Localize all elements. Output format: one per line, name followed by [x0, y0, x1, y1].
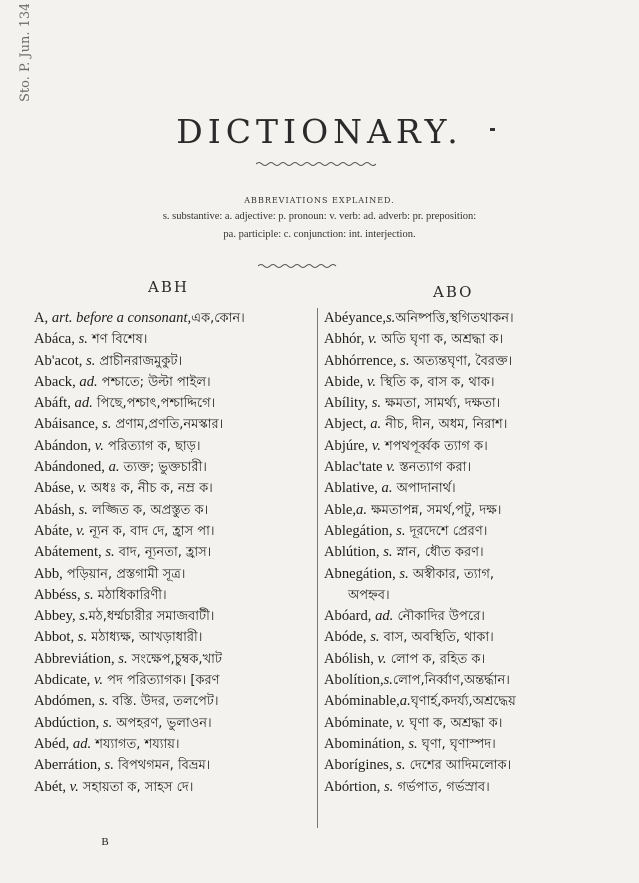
part-of-speech: s.: [82, 352, 96, 369]
part-of-speech: v.: [91, 437, 104, 454]
dictionary-entry: [34, 755, 316, 776]
bengali-definition: পশ্চাতে; উল্টা পাইল।: [97, 374, 211, 390]
dictionary-entry: [324, 457, 624, 478]
headword: Abominátion,: [324, 735, 405, 752]
headword: Abb,: [34, 565, 63, 582]
part-of-speech: s.: [380, 778, 394, 795]
headword: Abóminable,: [324, 693, 400, 710]
left-column-heading: ABH: [148, 278, 189, 296]
headword: Abáte,: [34, 522, 73, 539]
headword: Abbey,: [34, 608, 76, 625]
handwritten-margin-note: [6, 4, 42, 114]
headword: Abóde,: [324, 629, 367, 646]
stray-mark: [490, 128, 495, 131]
bengali-definition: অস্বীকার, ত্যাগ,: [408, 566, 494, 582]
headword: Abét,: [34, 778, 67, 795]
part-of-speech: s.: [95, 693, 109, 710]
bengali-definition: বস্তি. উদর, তলপেট।: [108, 694, 219, 710]
dictionary-entry: [34, 585, 316, 606]
part-of-speech: a.: [399, 693, 411, 710]
dictionary-entry: [324, 691, 624, 712]
bengali-definition: ঘৃণার্হ,কদর্য্য,অশ্রদ্ধেয়: [410, 694, 516, 710]
headword: Abándon,: [34, 437, 92, 454]
bengali-definition: লোপ ক, রহিত ক।: [386, 651, 486, 667]
dictionary-entry: [324, 500, 624, 521]
bengali-definition: অনিষ্পত্তি,স্থগিতথাকন।: [395, 311, 514, 326]
right-column-heading: ABO: [433, 283, 474, 301]
dictionary-entry: [34, 414, 316, 435]
bengali-definition: শপথপূর্ব্বক ত্যাগ ক।: [380, 438, 488, 454]
bengali-definition: অপহরণ, ভুলাওন।: [112, 715, 212, 731]
bengali-definition: অতি ঘৃণা ক, অশ্রদ্ধা ক।: [377, 332, 504, 348]
bengali-definition: ক্ষমতাপন্ন, সমর্থ,পটু, দক্ষ।: [366, 502, 502, 518]
headword: Abéd,: [34, 735, 70, 752]
part-of-speech: a.: [377, 480, 393, 497]
part-of-speech: v.: [90, 672, 104, 689]
headword: Aborígines,: [324, 757, 393, 774]
bengali-definition: নীচ, দীন, অধম, নিরাশ।: [381, 417, 508, 433]
bengali-definition: ঘৃণা, ঘৃণাস্পদ।: [417, 736, 496, 752]
part-of-speech: s.: [75, 608, 89, 625]
dictionary-entry: [34, 649, 316, 670]
headword: Abándoned,: [34, 459, 105, 476]
part-of-speech: s.: [99, 714, 113, 731]
dictionary-entry: [34, 308, 316, 329]
bengali-definition: বিপথগমন, বিভ্রম।: [113, 758, 211, 774]
dictionary-entry: [34, 564, 316, 585]
headword: Abórtion,: [324, 778, 381, 795]
dictionary-entry: [34, 457, 316, 478]
headword: Aberrátion,: [34, 757, 101, 774]
dictionary-entry: [324, 329, 624, 350]
dictionary-entry: [34, 500, 316, 521]
part-of-speech: s.: [74, 629, 88, 646]
dictionary-entry: [34, 777, 316, 798]
headword: Able,: [324, 501, 357, 518]
headword: Abject,: [324, 416, 367, 433]
dictionary-entry: [324, 521, 624, 542]
part-of-speech: art. before a consonant,: [48, 310, 192, 326]
abbreviations-heading: ABBREVIATIONS EXPLAINED.: [244, 196, 395, 205]
headword: Ablative,: [324, 480, 378, 497]
bengali-definition: স্তনত্যাগ করা।: [395, 460, 472, 476]
headword: Abbreviátion,: [34, 650, 115, 667]
part-of-speech: s.: [392, 522, 406, 539]
dictionary-entry: [34, 670, 316, 691]
part-of-speech: v.: [373, 650, 387, 667]
part-of-speech: s.: [114, 650, 128, 667]
signature-mark: B: [101, 836, 109, 848]
part-of-speech: s.: [396, 352, 410, 369]
part-of-speech: ad.: [75, 373, 98, 390]
headword: Abóard,: [324, 608, 372, 625]
part-of-speech: s.: [386, 310, 396, 326]
part-of-speech: s.: [383, 672, 393, 689]
headword: Abáse,: [34, 480, 75, 497]
headword: Ab'acot,: [34, 352, 83, 369]
headword: Abdúction,: [34, 714, 100, 731]
dictionary-entry: [324, 478, 624, 499]
bengali-definition: স্নান, ধৌত করণ।: [392, 545, 484, 561]
bengali-definition: অপহ্নব।: [348, 587, 390, 603]
bengali-definition: নৌকাদির উপরে।: [393, 609, 485, 625]
bengali-definition: শণ বিশেষ।: [87, 332, 148, 348]
margin-note-scribble: [6, 4, 42, 114]
dictionary-entry: [34, 478, 316, 499]
dictionary-entry: [34, 691, 316, 712]
headword: Abátement,: [34, 544, 102, 561]
bengali-definition: পদ পরিত্যাগক। [করণ: [103, 673, 220, 689]
headword: Abáca,: [34, 331, 75, 348]
dictionary-entry: [34, 542, 316, 563]
abbreviations-line-2: pa. participle: c. conjunction: int. interjection.: [223, 229, 416, 240]
part-of-speech: s.: [74, 501, 88, 518]
headword: Abáisance,: [34, 416, 99, 433]
headword: Aback,: [34, 373, 76, 390]
bengali-definition: অধঃ ক, নীচ ক, নম্র ক।: [86, 481, 213, 497]
bengali-definition: পরিত্যাগ ক, ছাড়।: [103, 438, 201, 454]
dictionary-entry: [324, 713, 624, 734]
bengali-definition: পড়িয়ান, প্রস্তগামী সূত্র।: [62, 566, 186, 582]
part-of-speech: s.: [404, 735, 418, 752]
part-of-speech: a.: [366, 416, 382, 433]
headword: Abáft,: [34, 395, 71, 412]
part-of-speech: s.: [392, 757, 406, 774]
part-of-speech: s.: [100, 757, 114, 774]
dictionary-entry: [324, 308, 624, 329]
dictionary-entry: [324, 372, 624, 393]
part-of-speech: s.: [98, 416, 112, 433]
bengali-definition: প্রণাম,প্রণতি,নমস্কার।: [111, 417, 224, 433]
headword: Abhórrence,: [324, 352, 397, 369]
headword: Abóminate,: [324, 714, 393, 731]
bengali-definition: ক্ষমতা, সামর্থ্য, দক্ষতা।: [381, 396, 501, 412]
bengali-definition: বাস, অবস্থিতি, থাকা।: [379, 630, 494, 646]
bengali-definition: অপাদানার্থ।: [392, 481, 456, 497]
headword: Ablegátion,: [324, 522, 393, 539]
dictionary-entry: [324, 627, 624, 648]
headword: Abide,: [324, 373, 364, 390]
page-title: DICTIONARY.: [176, 112, 463, 151]
part-of-speech: s.: [395, 565, 409, 582]
headword: Ablac'tate: [324, 459, 383, 476]
part-of-speech: ad.: [70, 395, 93, 412]
part-of-speech: a.: [104, 459, 120, 476]
bengali-definition: ন্যূন ক, বাদ দে, হ্রাস পা।: [85, 523, 215, 539]
headword: Abólish,: [324, 650, 374, 667]
dictionary-entry: [324, 351, 624, 372]
dictionary-entry: [324, 585, 624, 606]
dictionary-entry: [34, 627, 316, 648]
bengali-definition: মঠাধিকারিণী।: [93, 587, 167, 603]
bengali-definition: অত্যন্তঘৃণা, বৈরক্ত।: [409, 353, 513, 369]
part-of-speech: v.: [392, 714, 406, 731]
headword: Abbot,: [34, 629, 75, 646]
dictionary-entry: [324, 734, 624, 755]
dictionary-entry: [324, 606, 624, 627]
title-ornament-rule: [256, 160, 376, 168]
bengali-definition: ত্যক্ত; ভুক্তচারী।: [119, 460, 207, 476]
headword: Ablútion,: [324, 544, 380, 561]
section-ornament-rule: [258, 262, 338, 270]
right-column-entries: [324, 308, 624, 798]
bengali-definition: বাদ, ন্যূনতা, হ্রাস।: [114, 545, 212, 561]
dictionary-entry: [324, 393, 624, 414]
bengali-definition: দেশের আদিমলোক।: [405, 758, 512, 774]
bengali-definition: সংক্ষেপ,চুম্বক,খাট: [127, 651, 222, 667]
part-of-speech: a.: [356, 501, 367, 518]
part-of-speech: ad.: [371, 608, 394, 625]
bengali-definition: মঠাধ্যক্ষ, আখড়াধারী।: [87, 630, 203, 646]
headword: Abdómen,: [34, 693, 96, 710]
column-divider: [317, 308, 318, 828]
part-of-speech: v.: [66, 778, 79, 795]
bengali-definition: লজ্জিত ক, অপ্রস্তুত ক।: [87, 502, 209, 518]
headword: Abbéss,: [34, 586, 81, 603]
part-of-speech: s.: [366, 629, 380, 646]
headword: Abéyance,: [324, 310, 386, 326]
dictionary-entry: [324, 755, 624, 776]
bengali-definition: স্থিতি ক, বাস ক, থাক।: [376, 374, 495, 390]
margin-note-text: Sto. P. Jun. 134: [18, 4, 33, 102]
part-of-speech: v.: [74, 480, 87, 497]
dictionary-entry: [34, 372, 316, 393]
dictionary-entry: [34, 329, 316, 350]
headword: A,: [34, 310, 49, 326]
bengali-definition: গর্ভপাত, গর্ভস্রাব।: [393, 779, 490, 795]
bengali-definition: লোপ,নির্ব্বাণ,অন্তর্দ্ধান।: [392, 673, 510, 689]
dictionary-entry: [34, 606, 316, 627]
dictionary-entry: [324, 670, 624, 691]
dictionary-entry: [324, 436, 624, 457]
bengali-definition: দূরদেশে প্রেরণ।: [405, 523, 488, 539]
part-of-speech: s.: [368, 395, 382, 412]
headword: Abdicate,: [34, 672, 91, 689]
dictionary-entry: [34, 713, 316, 734]
dictionary-entry: [324, 777, 624, 798]
dictionary-entry: [34, 521, 316, 542]
headword: Abhór,: [324, 331, 365, 348]
dictionary-entry: [34, 734, 316, 755]
part-of-speech: v.: [72, 522, 86, 539]
part-of-speech: s.: [74, 331, 88, 348]
bengali-definition: শয্যাগত, শয্যায়।: [91, 736, 180, 752]
part-of-speech: s.: [101, 544, 115, 561]
left-column-entries: [34, 308, 316, 798]
bengali-definition: সহায়তা ক, সাহস দে।: [78, 779, 194, 795]
headword: Abílity,: [324, 395, 369, 412]
dictionary-entry: [34, 351, 316, 372]
dictionary-entry: [324, 564, 624, 585]
dictionary-entry: [34, 393, 316, 414]
dictionary-entry: [324, 649, 624, 670]
part-of-speech: s.: [80, 586, 94, 603]
part-of-speech: v.: [363, 373, 377, 390]
dictionary-entry: [34, 436, 316, 457]
part-of-speech: v.: [382, 459, 396, 476]
headword: Abásh,: [34, 501, 75, 518]
dictionary-entry: [324, 414, 624, 435]
bengali-definition: ঘৃণা ক, অশ্রদ্ধা ক।: [405, 715, 503, 731]
headword: Abolítion,: [324, 672, 384, 689]
part-of-speech: v.: [364, 331, 378, 348]
part-of-speech: v.: [368, 437, 381, 454]
bengali-definition: এক,কোন।: [191, 311, 245, 326]
part-of-speech: s.: [379, 544, 393, 561]
abbreviations-line-1: s. substantive: a. adjective: p. pronoun: v. verb: ad. adverb: pr. preposition:: [162, 211, 477, 222]
headword: Abjúre,: [324, 437, 369, 454]
bengali-definition: পিছে,পশ্চাৎ,পশ্চাদ্দিগে।: [92, 396, 216, 412]
bengali-definition: মঠ,ধর্ম্মচারীর সমাজবাটী।: [88, 609, 215, 625]
part-of-speech: ad.: [69, 735, 92, 752]
headword: Abnegátion,: [324, 565, 396, 582]
bengali-definition: প্রাচীনরাজমুকুট।: [95, 353, 183, 369]
dictionary-entry: [324, 542, 624, 563]
